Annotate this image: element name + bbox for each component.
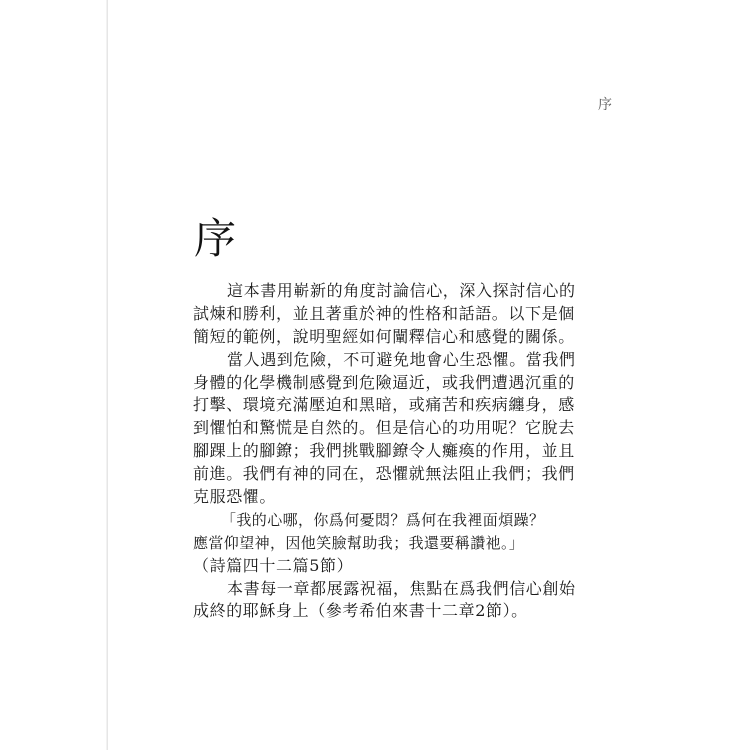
- chapter-title: 序: [194, 214, 237, 263]
- text-line: 這本書用嶄新的角度討論信心，深入探討信心的: [227, 281, 576, 300]
- scripture-quote: [193, 509, 553, 578]
- text-line: 簡短的範例，說明聖經如何闡釋信心和感覺的關係。: [193, 326, 575, 346]
- text-line: 本書每一章都展露祝福，焦點在爲我們信心創始: [227, 578, 576, 598]
- quote-line: 應當仰望神，因他笑臉幫助我；我還要稱讚祂。」: [193, 533, 525, 552]
- paragraph-1: [193, 280, 576, 349]
- text-line: 腳踝上的腳鐐；我們挑戰腳鐐令人癱瘓的作用，並且: [193, 441, 575, 461]
- body-text: [193, 280, 576, 623]
- running-header: 序: [598, 97, 612, 113]
- text-line: 到懼怕和驚慌是自然的。但是信心的功用呢？它脫去: [193, 418, 575, 438]
- paragraph-2: [193, 349, 576, 509]
- text-line: 前進。我們有神的同在，恐懼就無法阻止我們；我們: [193, 464, 575, 484]
- text-line: 成終的耶穌身上（參考希伯來書十二章2節）。: [193, 601, 528, 621]
- quote-citation: （詩篇四十二篇5節）: [193, 555, 354, 575]
- quote-line: 「我的心哪，你爲何憂悶？爲何在我裡面煩躁？: [221, 510, 545, 529]
- text-line: 身體的化學機制感覺到危險逼近，或我們遭遇沉重的: [193, 372, 575, 392]
- text-line: 克服恐懼。: [193, 487, 277, 507]
- text-line: 試煉和勝利，並且著重於神的性格和話語。以下是個: [193, 303, 575, 323]
- book-page: [107, 0, 647, 750]
- text-line: 當人遇到危險，不可避免地會心生恐懼。當我們: [227, 349, 576, 369]
- text-line: 打擊、環境充滿壓迫和黑暗，或痛苦和疾病纏身，感: [193, 395, 575, 415]
- paragraph-3: [193, 578, 576, 624]
